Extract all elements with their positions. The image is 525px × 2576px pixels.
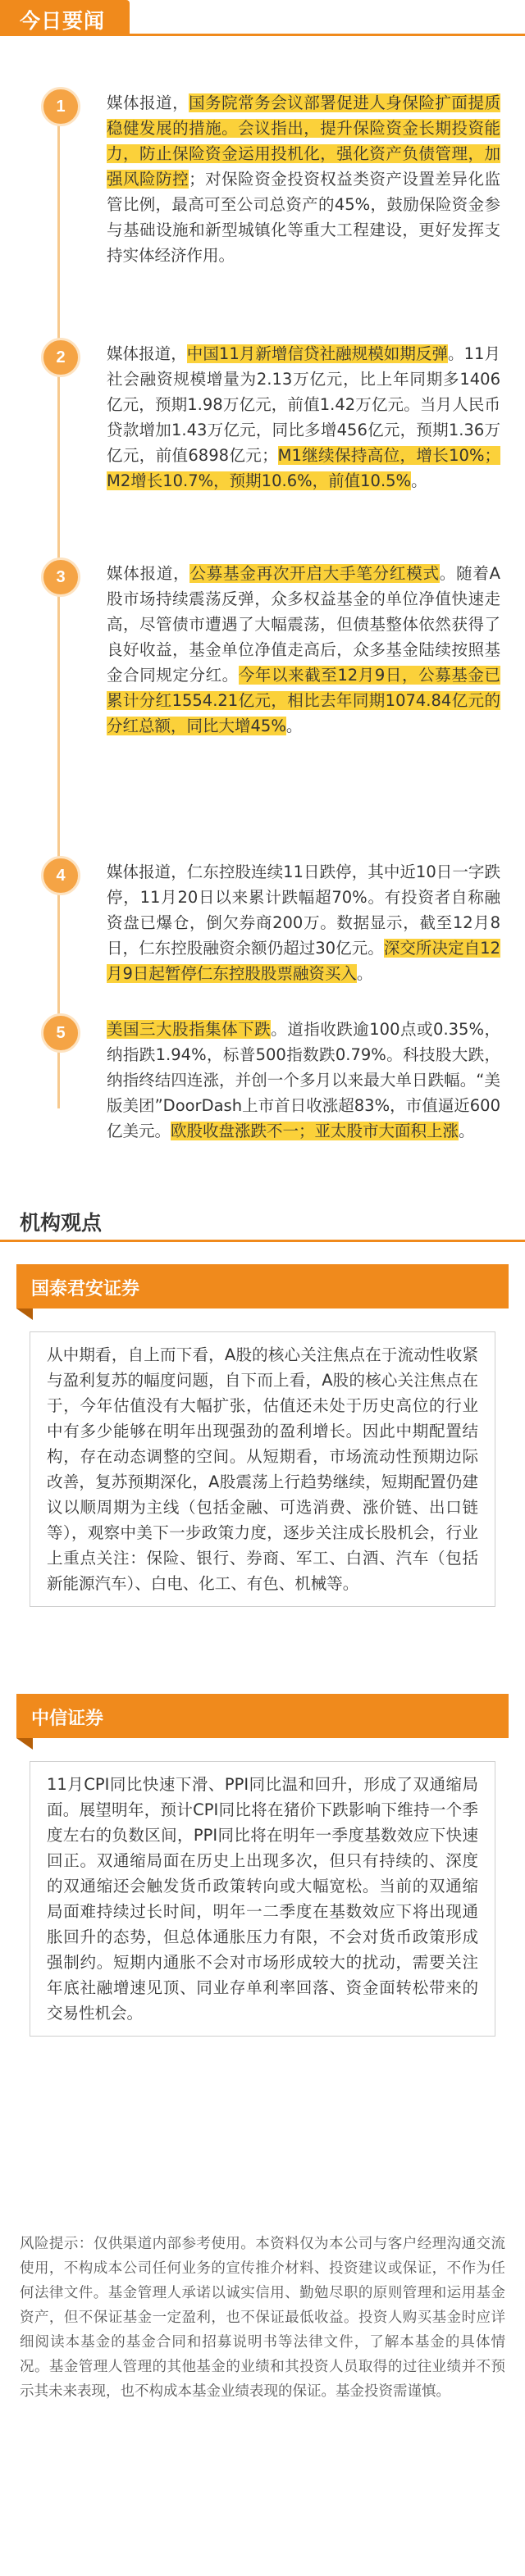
news-number-badge: 3 — [41, 558, 80, 597]
institution-opinion-box — [30, 1761, 495, 2037]
news-text-rest: 。 — [356, 964, 373, 983]
news-text-mid: 。11月社会融资规模增量为2.13万亿元，比上年同期多1406亿元，预期1.98万亿元，前值1.42万亿元。当月人民币贷款增加1.43万亿元，同比多增456亿元，预期1.36万亿元，前值6898亿元； — [107, 344, 500, 465]
news-text-prefix: 媒体报道， — [107, 564, 190, 583]
news-number-badge: 2 — [41, 338, 80, 377]
section-header-today-news — [0, 0, 525, 36]
news-highlight-2: 欧股收盘涨跌不一；亚太股市大面积上涨 — [171, 1122, 459, 1140]
news-text-mid: 。随着A股市场持续震荡反弹，众多权益基金的单位净值快速走高，尽管债市遭遇了大幅震荡，但债基整体依然获得了良好收益，基金单位净值走高后，众多基金陆续按照基金合同规定分红。 — [107, 564, 500, 685]
news-highlight: 国务院常务会议部署促进人身保险扩面提质稳健发展的措施。会议指出，提升保险资金长期投资能力，防止保险资金运用投机化，强化资产负债管理，加强风险防控 — [107, 93, 500, 189]
news-text-rest: 。 — [459, 1122, 475, 1140]
timeline-line — [57, 90, 60, 1108]
news-text-prefix: 媒体报道，仁东控股连续11日跌停，其中近10日一字跌停，11月20日以来累计跌幅超70%。有投资者自称融资盘已爆仓，倒欠券商200万。数据显示，截至12月8日，仁东控股融资余额仍超过30亿元。 — [107, 862, 500, 958]
news-text-rest: 。 — [285, 717, 303, 735]
news-number-badge: 4 — [41, 856, 80, 895]
news-text-prefix: 媒体报道， — [107, 93, 189, 112]
news-highlight: 中国11月新增信贷社融规模如期反弹 — [186, 344, 449, 363]
section-divider — [0, 1240, 525, 1242]
news-text-prefix: 媒体报道， — [107, 344, 187, 363]
risk-notice: 风险提示：仅供渠道内部参考使用。本资料仅为本公司与客户经理沟通交流使用，不构成本公司任何业务的宣传推介材料、投资建议或保证，不作为任何法律文件。基金管理人承诺以诚实信用、勤勉尽职的原则管理和运用基金资产，但不保证基金一定盈利，也不保证最低收益。投资人购买基金时应详细阅读本基金的基金合同和招募说明书等法律文件，了解本基金的具体情况。基金管理人管理的其他基金的业绩和其投资人员取得的过往业绩并不预示其未来表现，也不构成本基金业绩表现的保证。基金投资需谨慎。 — [20, 2236, 505, 2400]
section-title: 今日要闻 — [20, 9, 106, 33]
news-text — [107, 561, 500, 739]
news-text — [107, 341, 500, 494]
news-text — [107, 1017, 500, 1144]
news-text — [107, 859, 500, 986]
news-text — [107, 90, 500, 268]
news-text-mid: 。道指收跌逾100点或0.35%，纳指跌1.94%，标普500指数跌0.79%。科技股大跌，纳指终结四连涨，并创一个多月以来最大单日跌幅。“美版美团”DoorDash上市首日收涨超83%，市值逼近600亿美元。 — [107, 1020, 500, 1140]
news-text-rest: 。 — [411, 471, 427, 490]
header-notch — [16, 1738, 33, 1750]
institution-name: 国泰君安证券 — [31, 1279, 140, 1299]
institution-header — [16, 1264, 509, 1308]
institution-name: 中信证券 — [31, 1709, 104, 1729]
news-highlight-2: 今年以来截至12月9日，公募基金已累计分红1554.21亿元，相比去年同期1074.84亿元的分红总额，同比大增45% — [107, 666, 500, 735]
news-highlight: 美国三大股指集体下跌 — [107, 1020, 272, 1039]
institution-opinion-text: 从中期看，自上而下看，A股的核心关注焦点在于流动性收紧与盈利复苏的幅度问题，自下而上看，A股的核心关注焦点在于，今年估值没有大幅扩张，估值还未处于历史高位的行业中有多少能够在明年出现强劲的盈利增长。因此中期配置结构，存在动态调整的空间。从短期看，市场流动性预期边际改善，复苏预期深化，A股震荡上行趋势继续，短期配置仍建议以顺周期为主线（包括金融、可选消费、涨价链、出口链等），观察中美下一步政策力度，逐步关注成长股机会，行业上重点关注：保险、银行、券商、军工、白酒、汽车（包括新能源汽车）、白电、化工、有色、机械等。 — [47, 1345, 478, 1593]
news-text-rest: ；对保险资金投资权益类资产设置差异化监管比例，最高可至公司总资产的45%，鼓励保险资金参与基础设施和新型城镇化等重大工程建设，更好发挥支持实体经济作用。 — [107, 170, 500, 265]
section-title: 机构观点 — [20, 1211, 103, 1235]
news-highlight-2: M1继续保持高位，增长10%；M2增长10.7%，预期10.6%，前值10.5% — [107, 446, 500, 490]
news-number-badge: 1 — [41, 87, 80, 126]
header-notch — [16, 1308, 33, 1320]
institution-opinion-box — [30, 1331, 495, 1607]
institution-opinion-text: 11月CPI同比快速下滑、PPI同比温和回升，形成了双通缩局面。展望明年，预计CPI同比将在猪价下跌影响下维持一个季度左右的负数区间，PPI同比将在明年一季度基数效应下快速回正。双通缩局面在历史上出现多次，但只有持续的、深度的双通缩还会触发货币政策转向或大幅宽松。当前的双通缩局面难持续过长时间，明年一二季度在基数效应下将出现通胀回升的态势，但总体通胀压力有限，不会对货币政策形成强制约。短期内通胀不会对市场形成较大的扰动，需要关注年底社融增速见顶、同业存单利率回落、资金面转松带来的交易性机会。 — [47, 1775, 478, 2023]
institution-header — [16, 1694, 509, 1738]
section-divider — [0, 34, 525, 36]
news-highlight: 深交所决定自12月9日起暂停仁东控股股票融资买入 — [107, 939, 500, 983]
news-highlight: 公募基金再次开启大手笔分红模式 — [189, 564, 440, 583]
news-number-badge: 5 — [41, 1013, 80, 1053]
section-header-institutions — [0, 1207, 525, 1243]
